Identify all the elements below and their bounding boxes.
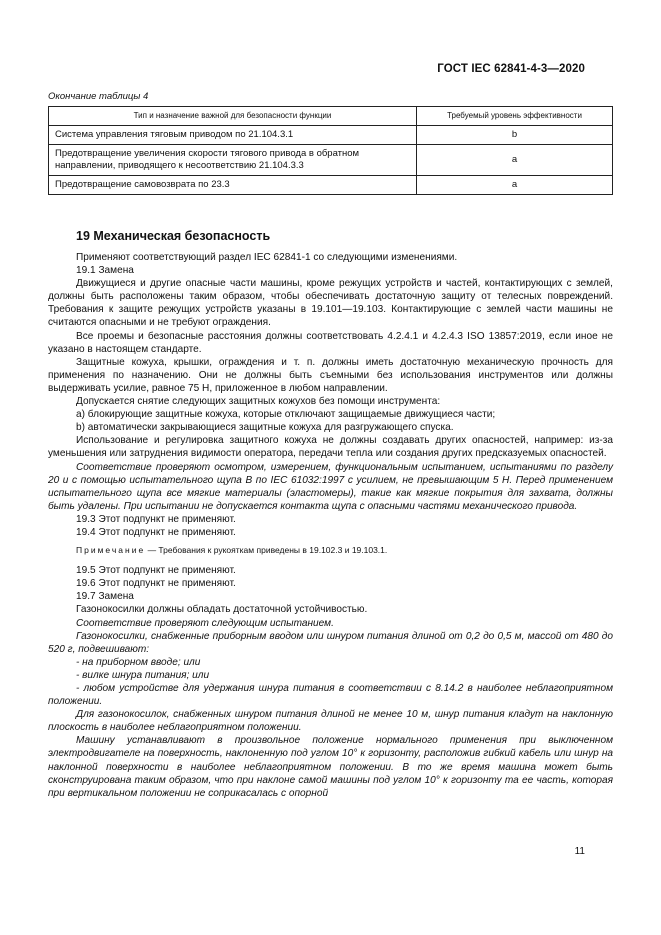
list-item: b) автоматически закрывающиеся защитные кожуха для разгружающего спуска. xyxy=(76,422,454,434)
page-number: 11 xyxy=(574,846,585,857)
column-header-function: Тип и назначение важной для безопасности функции xyxy=(49,107,417,126)
table-cell-function: Предотвращение самовозврата по 23.3 xyxy=(49,176,417,195)
table-cell-level: b xyxy=(417,126,613,145)
paragraph: Газонокосилки должны обладать достаточной устойчивостью. xyxy=(76,604,368,616)
section-body xyxy=(48,251,613,800)
paragraph: Допускается снятие следующих защитных кожухов без помощи инструмента: xyxy=(76,396,441,408)
subclause-heading: 19.1 Замена xyxy=(76,265,134,277)
note-label: Примечание xyxy=(76,545,146,556)
table-caption: Окончание таблицы 4 xyxy=(48,91,149,102)
note-text: — Требования к рукояткам приведены в 19.102.3 и 19.103.1. xyxy=(145,545,388,556)
list-item: - любом устройстве для удержания шнура питания в соответствии с 8.14.2 в наиболее неблагоприятном положении. xyxy=(48,683,613,708)
paragraph: Все проемы и безопасные расстояния должны соответствовать 4.2.4.1 и 4.2.4.3 ISO 13857:2019, если иное не указано в настоящем стандарте. xyxy=(48,330,613,355)
table-row xyxy=(49,145,613,176)
table-cell-function: Система управления тяговым приводом по 21.104.3.1 xyxy=(49,126,417,145)
section-title: 19 Механическая безопасность xyxy=(76,229,271,243)
list-item: - вилке шнура питания; или xyxy=(76,669,210,681)
document-id-header: ГОСТ IEC 62841-4-3—2020 xyxy=(437,63,585,75)
table-cell-level: a xyxy=(417,176,613,195)
paragraph: 19.6 Этот подпункт не применяют. xyxy=(76,578,236,590)
table-header-row xyxy=(49,107,613,126)
requirements-table xyxy=(48,106,613,195)
subclause-heading: 19.7 Замена xyxy=(76,591,134,603)
paragraph: 19.5 Этот подпункт не применяют. xyxy=(76,565,236,577)
column-header-level: Требуемый уровень эффективности xyxy=(417,107,613,126)
compliance-paragraph: Соответствие проверяют осмотром, измерением, функциональным испытанием, испытаниями по разделу 20 и с помощью испытательного щупа В по IEC 61032:1997 с усилием, не превышающим 5 Н. Перед применением испытательного щупа все мягкие материалы (эластомеры), такие как мягкие покрытия для захвата, должны быть удалены. При испытании не допускается контакта щупа с опасными частями механического привода. xyxy=(48,461,613,512)
paragraph: 19.4 Этот подпункт не применяют. xyxy=(76,526,236,538)
note xyxy=(48,544,613,557)
table-row xyxy=(49,126,613,145)
list-item: а) блокирующие защитные кожуха, которые отключают защищаемые движущиеся части; xyxy=(76,409,496,421)
paragraph: Использование и регулировка защитного кожуха не должны создавать других опасностей, например: из-за уменьшения или затруднения видимости оператора, передачи тепла или создания других предсказуемых опасностей. xyxy=(48,435,613,460)
table-row xyxy=(49,176,613,195)
table-cell-function: Предотвращение увеличения скорости тягового привода в обратном направлении, приводящего к несоответствию 21.104.3.3 xyxy=(49,145,417,176)
compliance-paragraph: Газонокосилки, снабженные приборным вводом или шнуром питания длиной от 0,2 до 0,5 м, массой от 480 до 520 г, подвешивают: xyxy=(48,630,613,655)
table-cell-level: a xyxy=(417,145,613,176)
compliance-paragraph: Для газонокосилок, снабженных шнуром питания длиной не менее 10 м, шнур питания кладут на наклонную плоскость в наиболее неблагоприятном положении. xyxy=(48,709,613,734)
paragraph: Защитные кожуха, крышки, ограждения и т. п. должны иметь достаточную механическую прочность для применения по назначению. Они не должны быть съемными без использования инструментов или должны выдерживать усилие, равное 75 Н, приложенное в любом направлении. xyxy=(48,356,613,394)
compliance-paragraph: Соответствие проверяют следующим испытанием. xyxy=(76,617,334,629)
paragraph: Применяют соответствующий раздел IEC 62841-1 со следующими изменениями. xyxy=(76,252,458,263)
paragraph: 19.3 Этот подпункт не применяют. xyxy=(76,513,236,525)
compliance-paragraph: Машину устанавливают в произвольное положение нормального применения при выключенном электродвигателе на поверхность, наклоненную под углом 10° к горизонту, расположив гибкий кабель или шнур на наклонной поверхности в наиболее неблагоприятном положении. В то же время машина может быть сконструирована таким образом, что при наклоне самой машины под углом 10° к горизонту та ее часть, которая при вертикальном положении не соприкасалась с опорной xyxy=(48,735,613,799)
list-item: - на приборном вводе; или xyxy=(76,656,201,668)
paragraph: Движущиеся и другие опасные части машины, кроме режущих устройств и частей, контактирующих с землей, должны быть расположены таким образом, чтобы обеспечивать достаточную защиту от телесных повреждений. Требования к защите режущих устройств указаны в 19.101—19.103. Контактирующие с землей части машины не считаются опасными и не требуют ограждения. xyxy=(48,278,613,329)
